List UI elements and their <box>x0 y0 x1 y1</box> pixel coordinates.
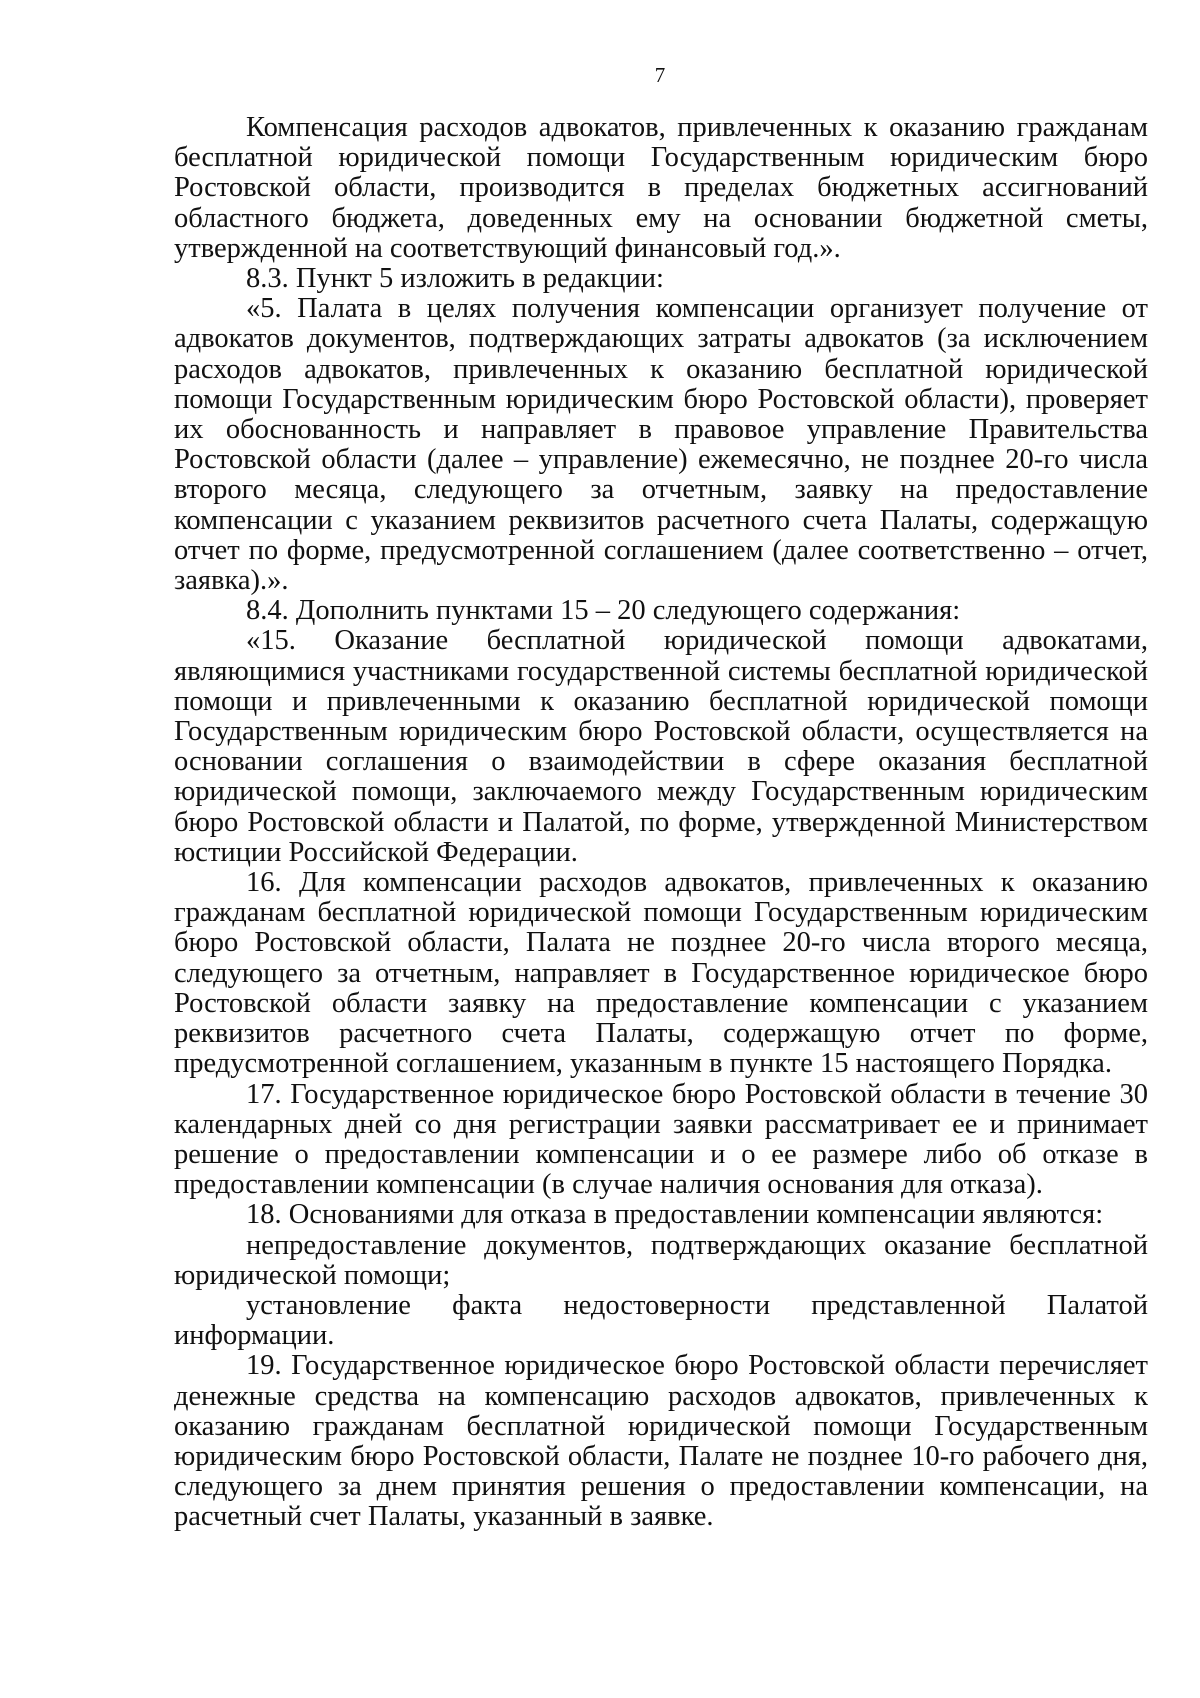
paragraph-8-4-heading: 8.4. Дополнить пунктами 15 – 20 следующего содержания: <box>246 595 961 627</box>
paragraph-point-18: 18. Основаниями для отказа в предоставлении компенсации являются: <box>246 1199 1104 1231</box>
paragraph-point-19: 19. Государственное юридическое бюро Ростовской области перечисляет денежные средства на компенсацию расходов адвокатов, привлеченных к оказанию гражданам бесплатной юридической помощи Государственным юридическим бюро Ростовской области, Палате не позднее 10-го рабочего дня, следующего за днем принятия решения о предоставлении компенсации, на расчетный счет Палаты, указанный в заявке. <box>174 1350 1148 1533</box>
paragraph-point-16: 16. Для компенсации расходов адвокатов, привлеченных к оказанию гражданам бесплатной юридической помощи Государственным юридическим бюро Ростовской области, Палата не позднее 20-го числа второго месяца, следующего за отчетным, направляет в Государственное юридическое бюро Ростовской области заявку на предоставление компенсации с указанием реквизитов расчетного счета Палаты, содержащую отчет по форме, предусмотренной соглашением, указанным в пункте 15 настоящего Порядка. <box>174 867 1148 1080</box>
document-body <box>174 113 1148 1533</box>
paragraph-point-17: 17. Государственное юридическое бюро Ростовской области в течение 30 календарных дней со дня регистрации заявки рассматривает ее и принимает решение о предоставлении компенсации и о ее размере либо об отказе в предоставлении компенсации (в случае наличия основания для отказа). <box>174 1078 1148 1201</box>
page-number: 7 <box>654 63 666 87</box>
paragraph-refusal-ground-2: установление факта недостоверности представленной Палатой информации. <box>174 1289 1148 1352</box>
paragraph-point-5: «5. Палата в целях получения компенсации организует получение от адвокатов документов, подтверждающих затраты адвокатов (за исключением расходов адвокатов, привлеченных к оказанию бесплатной юридической помощи Государственным юридическим бюро Ростовской области), проверяет их обоснованность и направляет в правовое управление Правительства Ростовской области (далее – управление) ежемесячно, не позднее 20-го числа второго месяца, следующего за отчетным, заявку на предоставление компенсации с указанием реквизитов расчетного счета Палаты, содержащую отчет по форме, предусмотренной соглашением (далее соответственно – отчет, заявка).». <box>174 293 1148 597</box>
paragraph-compensation-expenses: Компенсация расходов адвокатов, привлеченных к оказанию гражданам бесплатной юридической помощи Государственным юридическим бюро Ростовской области, производится в пределах бюджетных ассигнований областного бюджета, доведенных ему на основании бюджетной сметы, утвержденной на соответствующий финансовый год.». <box>174 112 1148 264</box>
paragraph-8-3-heading: 8.3. Пункт 5 изложить в редакции: <box>246 263 664 295</box>
paragraph-point-15: «15. Оказание бесплатной юридической помощи адвокатами, являющимися участниками государственной системы бесплатной юридической помощи и привлеченными к оказанию бесплатной юридической помощи Государственным юридическим бюро Ростовской области, осуществляется на основании соглашения о взаимодействии в сфере оказания бесплатной юридической помощи, заключаемого между Государственным юридическим бюро Ростовской области и Палатой, по форме, утвержденной Министерством юстиции Российской Федерации. <box>174 625 1148 868</box>
paragraph-refusal-ground-1: непредоставление документов, подтверждающих оказание бесплатной юридической помощи; <box>174 1229 1148 1291</box>
